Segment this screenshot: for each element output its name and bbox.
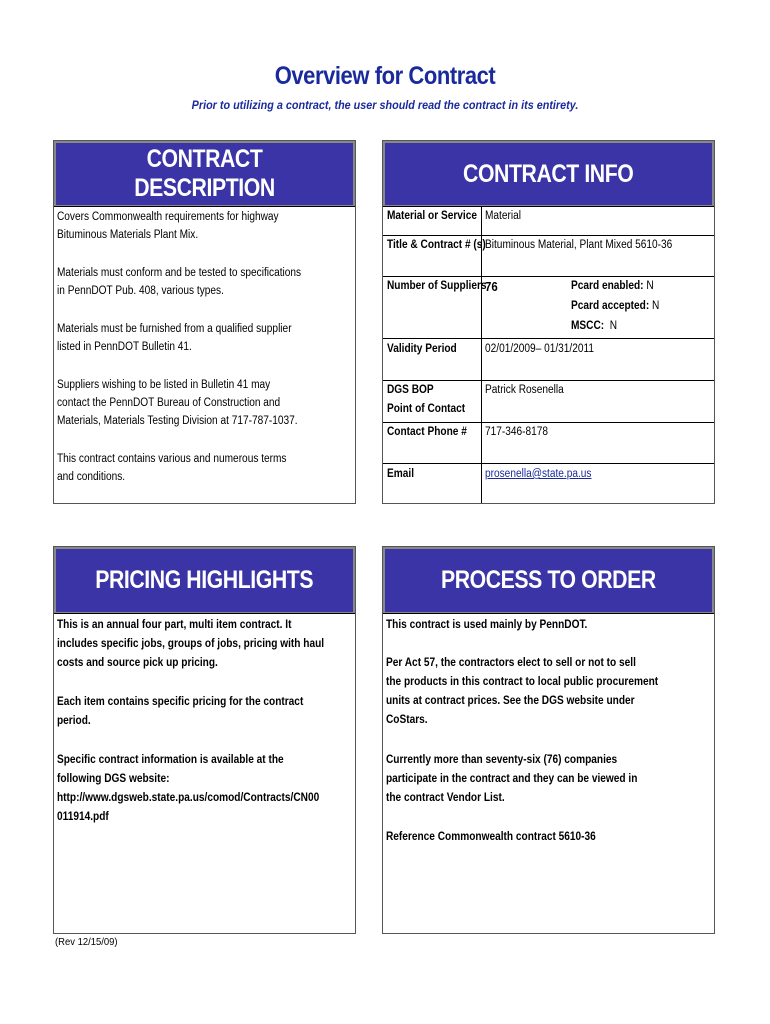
- pricing-line: Each item contains specific pricing for the contract: [57, 696, 304, 708]
- desc-line: contact the PennDOT Bureau of Construction and: [57, 397, 281, 409]
- desc-line: in PennDOT Pub. 408, various types.: [57, 285, 224, 297]
- contract-info-panel: [382, 140, 715, 504]
- suppliers-label: Number of Suppliers: [387, 280, 487, 292]
- desc-line: Bituminous Materials Plant Mix.: [57, 229, 199, 241]
- phone-label: Contact Phone #: [387, 426, 467, 438]
- validity-label: Validity Period: [387, 343, 457, 355]
- pricing-line: Specific contract information is available at the: [57, 754, 284, 766]
- mscc: MSCC: N: [571, 320, 618, 332]
- contract-description-body: [54, 206, 355, 503]
- process-to-order-body: [383, 613, 714, 933]
- process-line: This contract is used mainly by PennDOT.: [386, 619, 588, 631]
- bop-label: Point of Contact: [387, 403, 466, 415]
- pricing-line: includes specific jobs, groups of jobs, pricing with haul: [57, 638, 325, 650]
- process-line: Reference Commonwealth contract 5610-36: [386, 831, 596, 843]
- process-to-order-heading: PROCESS TO ORDER: [383, 547, 714, 614]
- revision-note: (Rev 12/15/09): [55, 936, 118, 948]
- validity-value: 02/01/2009– 01/31/2011: [485, 343, 594, 355]
- bop-value: Patrick Rosenella: [485, 384, 564, 396]
- suppliers-value: 76: [485, 279, 498, 294]
- pricing-line: following DGS website:: [57, 773, 170, 785]
- process-line: the products in this contract to local public procurement: [386, 676, 659, 688]
- email-label: Email: [387, 468, 415, 480]
- page-title: Overview for Contract: [274, 62, 496, 90]
- desc-line: Materials, Materials Testing Division at 717-787-1037.: [57, 415, 298, 427]
- pricing-line: costs and source pick up pricing.: [57, 657, 218, 669]
- pricing-line: This is an annual four part, multi item contract. It: [57, 619, 292, 631]
- process-line: participate in the contract and they can be viewed in: [386, 773, 638, 785]
- desc-line: listed in PennDOT Bulletin 41.: [57, 341, 192, 353]
- process-line: Currently more than seventy-six (76) companies: [386, 754, 618, 766]
- pcard-enabled: Pcard enabled: N: [571, 280, 654, 292]
- pricing-url: 011914.pdf: [57, 811, 109, 823]
- pricing-highlights-body: [54, 613, 355, 933]
- process-line: the contract Vendor List.: [386, 792, 505, 804]
- material-label: Material or Service: [387, 210, 478, 222]
- desc-line: This contract contains various and numerous terms: [57, 453, 287, 465]
- bop-label: DGS BOP: [387, 384, 434, 396]
- contract-info-table: [383, 206, 714, 503]
- process-line: units at contract prices. See the DGS website under: [386, 695, 635, 707]
- pricing-url: http://www.dgsweb.state.pa.us/comod/Contracts/CN00: [57, 792, 320, 804]
- desc-line: Covers Commonwealth requirements for highway: [57, 211, 279, 223]
- process-to-order-panel: [382, 546, 715, 934]
- process-line: CoStars.: [386, 714, 428, 726]
- material-value: Material: [485, 210, 521, 222]
- desc-line: Suppliers wishing to be listed in Bulletin 41 may: [57, 379, 271, 391]
- title-label: Title & Contract # (s): [387, 239, 486, 251]
- process-line: Per Act 57, the contractors elect to sell or not to sell: [386, 657, 636, 669]
- desc-line: Materials must be furnished from a qualified supplier: [57, 323, 292, 335]
- contract-description-heading: CONTRACT DESCRIPTION: [54, 141, 355, 207]
- pricing-highlights-heading: PRICING HIGHLIGHTS: [54, 547, 355, 614]
- contract-info-heading: CONTRACT INFO: [383, 141, 714, 207]
- email-link[interactable]: prosenella@state.pa.us: [485, 468, 592, 480]
- desc-line: Materials must conform and be tested to specifications: [57, 267, 302, 279]
- phone-value: 717-346-8178: [485, 426, 549, 438]
- pricing-line: period.: [57, 715, 91, 727]
- title-value: Bituminous Material, Plant Mixed 5610-36: [485, 239, 673, 251]
- page-subtitle: Prior to utilizing a contract, the user should read the contract in its entirety.: [191, 98, 579, 112]
- contract-description-panel: [53, 140, 356, 504]
- pricing-highlights-panel: [53, 546, 356, 934]
- pcard-accepted: Pcard accepted: N: [571, 300, 660, 312]
- desc-line: and conditions.: [57, 471, 126, 483]
